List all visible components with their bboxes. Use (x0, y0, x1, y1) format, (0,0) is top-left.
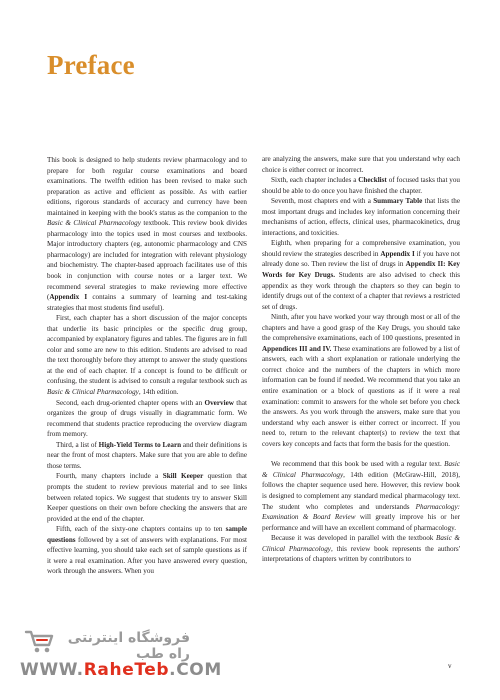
right-column (262, 154, 460, 565)
italic-title: Pharmacology: Examination & Board Review (262, 502, 460, 522)
text-run: , this review book represents the authors' interpretations of chapters written by contributors to (262, 544, 460, 564)
watermark-logo (20, 628, 190, 662)
paragraph (262, 459, 460, 533)
paragraph (47, 440, 247, 472)
paragraph (47, 524, 247, 577)
bold-term: Overview (204, 398, 234, 407)
text-run: We recommend that this book be used with a regular text. (271, 460, 445, 469)
paragraph (47, 398, 247, 440)
text-run: This book is designed to help students review pharmacology and to prepare for both regular course examinations and board examinations. The twelfth edition has been revised to make such preparation as active and efficient as possible. As with earlier editions, rigorous standards of accuracy and currency have been maintained in keeping with the book's status as the companion to the (47, 156, 247, 217)
bold-term: sample questions (47, 525, 247, 544)
text-run: Students are also advised to check this appendix as they work through the chapters so they can begin to identify drugs out of the context of a chapter that reviews a restricted set of drugs. (262, 271, 460, 311)
text-run: contains a summary of learning and test-taking strategies that most students find useful). (47, 293, 247, 312)
text-run: Sixth, each chapter includes a (271, 176, 359, 185)
text-run: if you have not already done so. Then review the list of drugs in (262, 249, 460, 269)
text-run: textbook. This review book divides pharmacology into the topics used in most courses and textbooks. Major introductory chapters (eg, autonomic pharmacology and CNS pharmacology) are included for integration with relevant physiology and biochemistry. The chapter-based approach facilitates use of this book in conjunction with course notes or a larger text. We recommend several strategies to make reviewing more effective ( (47, 219, 247, 302)
text-run: , 14th edition (McGraw-Hill, 2018), follows the chapter sequence used here. However, this review book is designed to complement any standard medical pharmacology text. The student who completes and understands (262, 470, 460, 511)
shopping-cart-icon (24, 628, 54, 654)
paragraph (262, 238, 460, 312)
text-run: Third, a list of (56, 440, 99, 449)
text-run: followed by a set of answers with explanations. For most effective learning, you should take each set of sample questions as if it were a real examination. After you have answered every question, work through the answers. When you (47, 535, 247, 576)
text-run: of focused tasks that you should be able to do once you have finished the chapter. (262, 176, 460, 195)
page-title: Preface (47, 50, 135, 80)
text-run: Because it was developed in parallel with the textbook (271, 534, 436, 543)
text-run: that lists the most important drugs and includes key information concerning their mechanisms of action, effects, clinical uses, pharmacokinetics, drug interactions, and toxicities. (262, 197, 461, 237)
text-run: Second, each drug-oriented chapter opens with an (56, 398, 205, 407)
text-run: Seventh, most chapters end with a (271, 197, 374, 206)
bold-term: Checklist (358, 176, 387, 185)
text-run: Eighth, when preparing for a comprehensive examination, you should review the strategies described in (262, 239, 460, 258)
watermark-url-prefix: WWW. (20, 660, 84, 680)
text-run: Ninth, after you have worked your way through most or all of the chapters and have a good grasp of the Key Drugs, you should take the comprehensive examinations, each of 100 questions, presented in (262, 313, 460, 343)
bold-term: Appendix II: Key Words for Key Drugs. (262, 260, 460, 280)
text-run: and their definitions is near the front of most chapters. Make sure that you are able to define those terms. (47, 440, 248, 470)
text-run: Fourth, many chapters include a (56, 472, 163, 481)
paragraph (47, 155, 247, 313)
page-number: v (448, 662, 452, 670)
text-run: question that prompts the student to review previous material and to see links between related topics. We suggest that students try to answer Skill Keeper questions on their own before checking the answers that are provided at the end of the chapter. (47, 472, 247, 523)
paragraph (47, 313, 247, 397)
watermark-persian-text: فروشگاه اینترنتی راه طب (67, 630, 190, 662)
paragraph (262, 154, 460, 175)
bold-term: Skill Keeper (162, 472, 204, 481)
paragraph (262, 175, 460, 196)
watermark-url-suffix: .COM (169, 660, 222, 680)
italic-title: Basic & Clinical Pharmacology (262, 460, 460, 479)
italic-title: Basic & Clinical Pharmacology (47, 219, 141, 228)
bold-term: Summary Table (373, 197, 423, 206)
bold-term: Appendix I (380, 249, 415, 258)
text-run: that organizes the group of drugs visually in diagrammatic form. We recommend that students practice reproducing the overview diagram from memory. (47, 398, 247, 439)
text-run: Fifth, each of the sixty-one chapters contains up to ten (56, 525, 226, 534)
paragraph (262, 533, 460, 565)
watermark (20, 628, 220, 690)
left-column (47, 155, 247, 577)
text-run: First, each chapter has a short discussion of the major concepts that underlie its basic principles or the specific drug group, accompanied by explanatory figures and tables. The figures are in full color and some are new to this edition. Students are advised to read the text thoroughly before they attempt to answer the study questions at the end of each chapter. If a concept is found to be difficult or confusing, the student is advised to consult a regular textbook such as (47, 314, 247, 386)
italic-title: Basic & Clinical Pharmacology (47, 388, 139, 397)
text-run: These examinations are followed by a list of answers, each with a short explanation or rationale underlying the correct choice and the numbers of the chapters in which more information can be found if needed. We recommend that you take an entire examination or a block of questions as if it were a real examination: commit to answers for the whole set before you check the answers. As you work through the answers, make sure that you understand why each answer is either correct or incorrect. If you need to, return to the relevant chapter(s) to review the text that covers key concepts and facts that form the basis for the question. (262, 344, 460, 448)
text-run: are analyzing the answers, make sure that you understand why each choice is either correct or incorrect. (262, 155, 460, 174)
bold-term: Appendices III and IV. (262, 344, 332, 353)
paragraph (47, 471, 247, 524)
bold-term: Appendix I (49, 293, 88, 302)
italic-title: Basic & Clinical Pharmacology (262, 534, 460, 553)
paragraph (262, 196, 460, 238)
watermark-url-accent: RaheTeb (83, 660, 170, 680)
bold-term: High-Yield Terms to Learn (98, 440, 182, 449)
watermark-url (20, 660, 222, 680)
text-run: will greatly improve his or her performance and will have an excellent command of pharmacology. (262, 513, 460, 532)
paragraph (262, 312, 460, 449)
text-run: , 14th edition. (138, 388, 179, 397)
